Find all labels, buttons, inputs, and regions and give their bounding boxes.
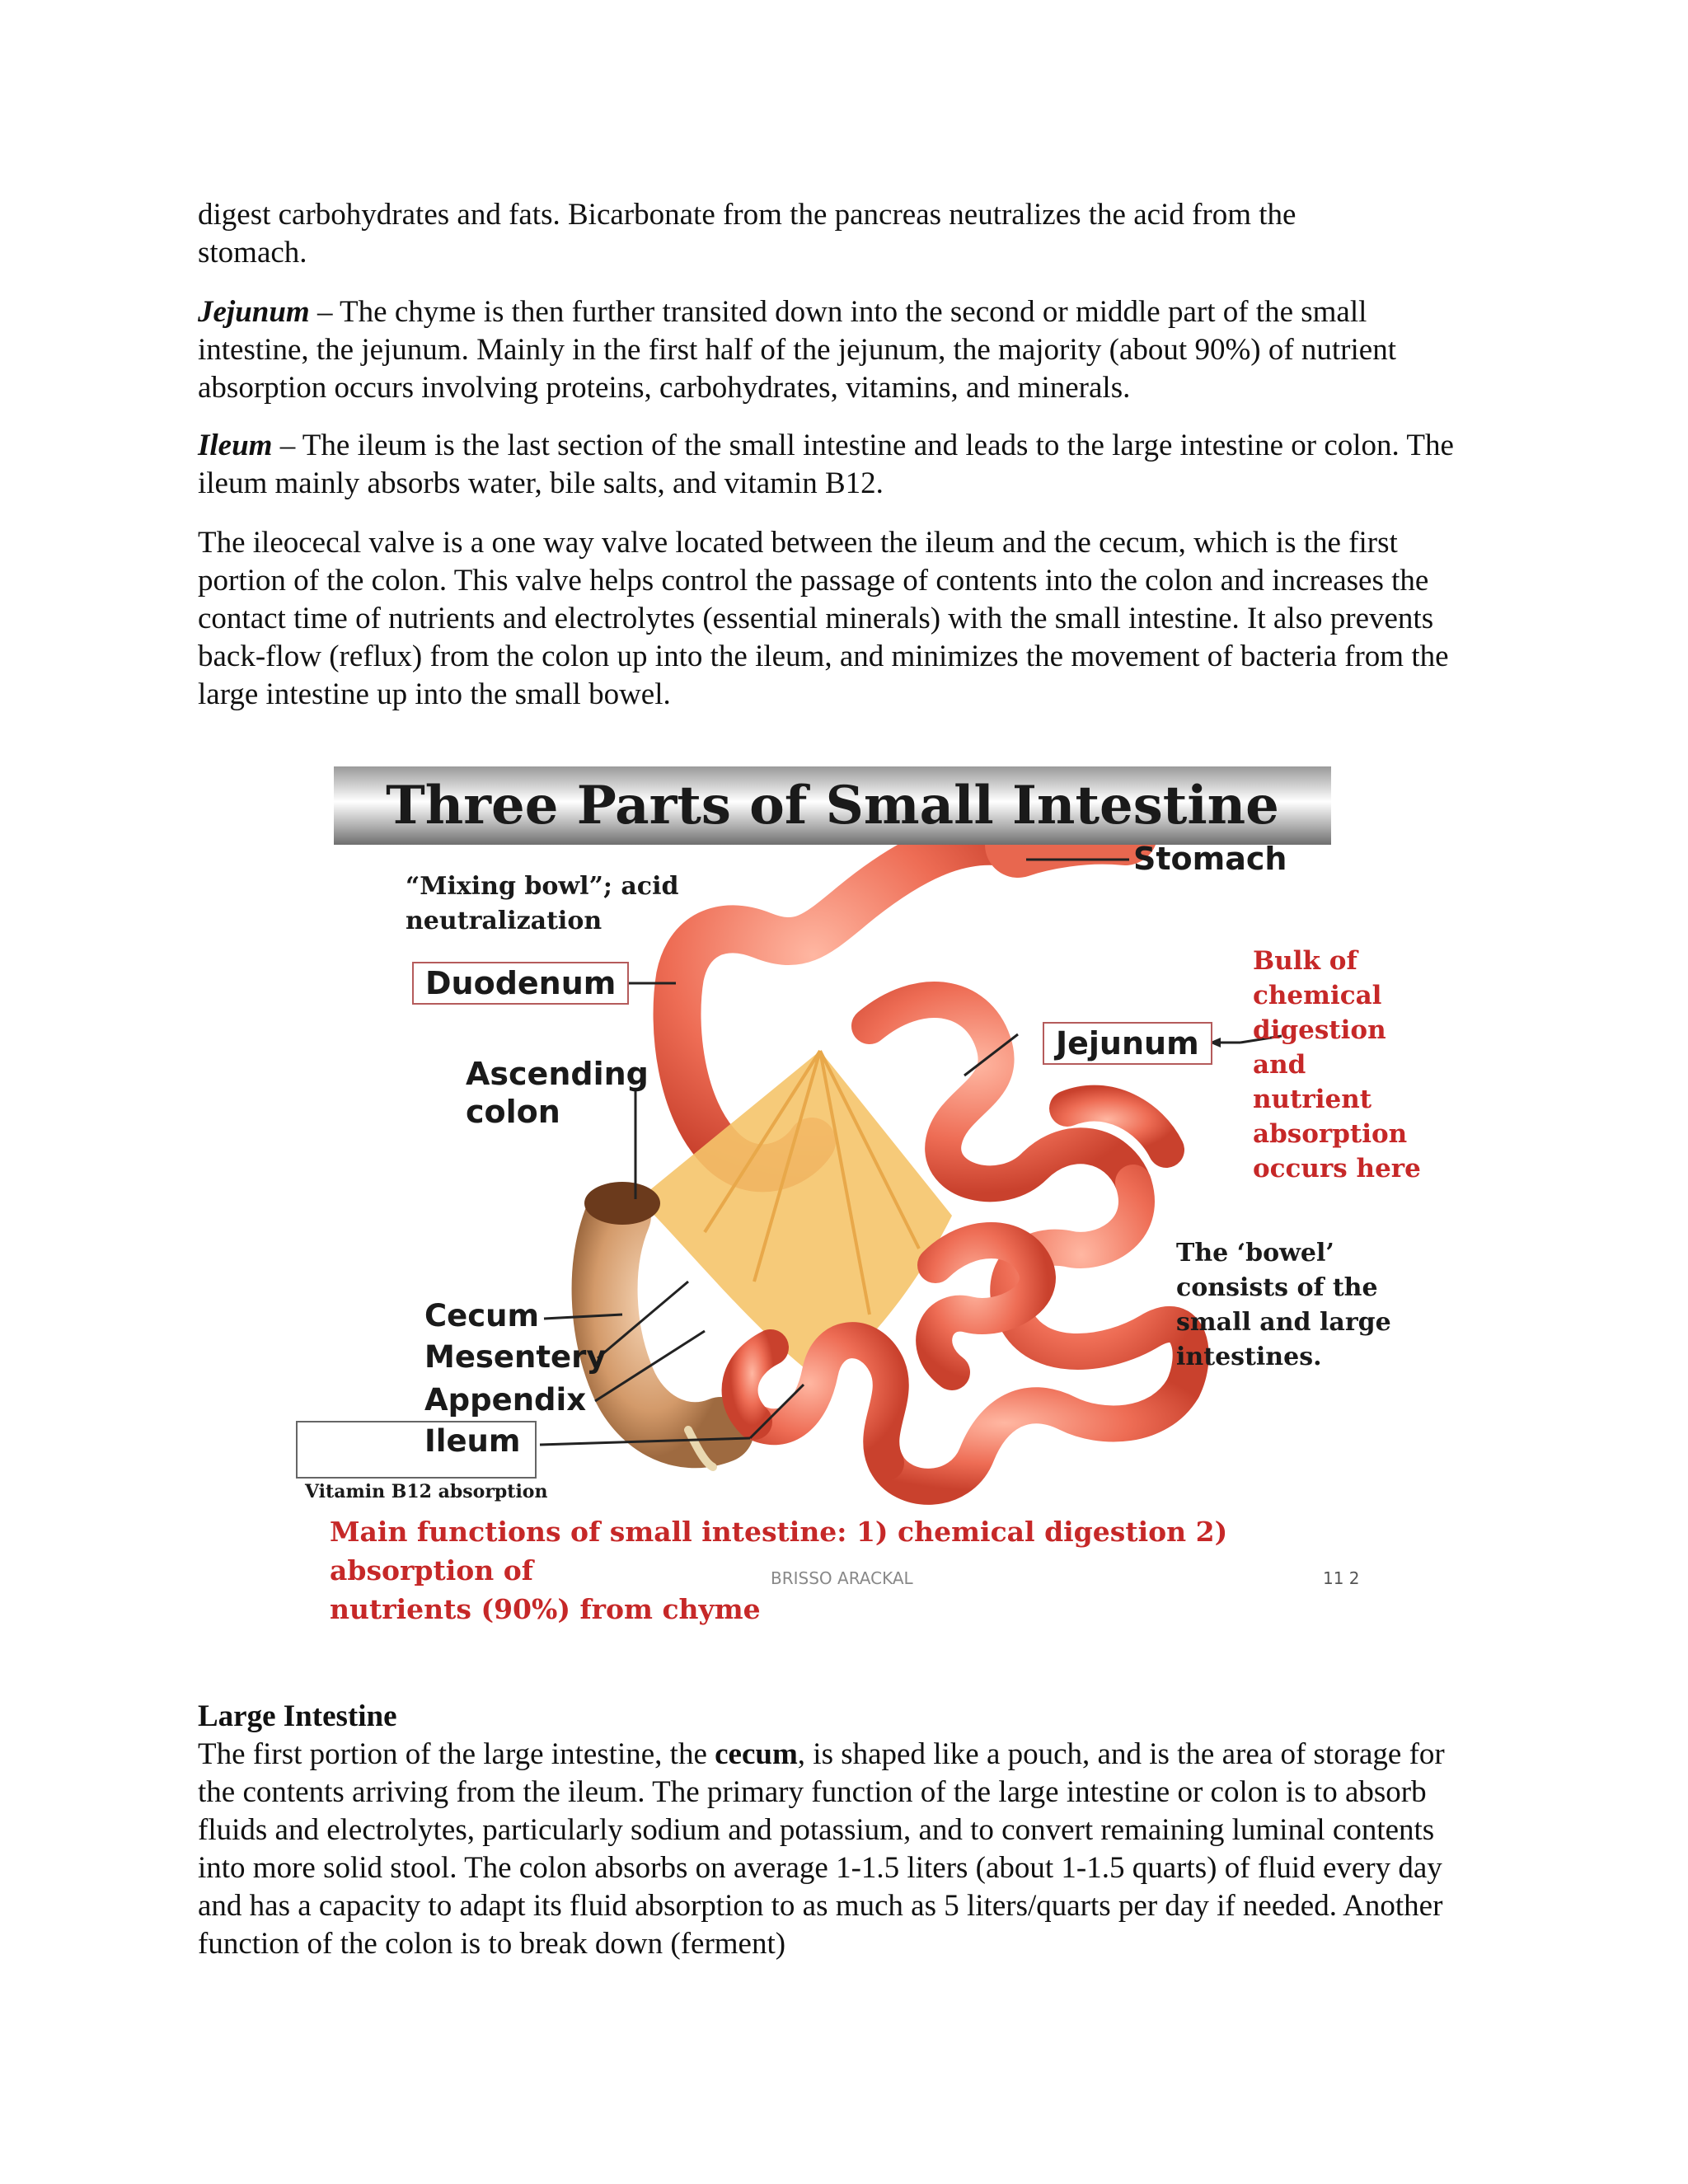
colon-opening bbox=[584, 1182, 660, 1225]
jejunum-paragraph bbox=[198, 293, 1484, 407]
ascending-colon-label: Ascending colon bbox=[466, 1056, 649, 1130]
intro-line-1: digest carbohydrates and fats. Bicarbonate from the pancreas neutralizes the acid from the bbox=[198, 198, 1296, 232]
cecum-term: cecum bbox=[715, 1737, 798, 1771]
ileum-label: Ileum bbox=[424, 1423, 521, 1459]
b12-absorption-label: Vitamin B12 absorption bbox=[305, 1481, 548, 1502]
mesentery-label: Mesentery bbox=[424, 1339, 607, 1375]
jejunum-label: Jejunum bbox=[1043, 1022, 1212, 1065]
figure-title: Three Parts of Small Intestine bbox=[334, 766, 1331, 845]
figure-caption: Main functions of small intestine: 1) chemical digestion 2) absorption of nutrients (90%) from chyme bbox=[330, 1516, 1228, 1625]
intro-paragraph bbox=[198, 196, 1484, 272]
large-intestine-heading: Large Intestine bbox=[198, 1699, 397, 1733]
ileum-term: Ileum bbox=[198, 429, 273, 462]
intro-line-2: stomach. bbox=[198, 236, 307, 269]
appendix-label: Appendix bbox=[424, 1382, 587, 1418]
mixing-bowl-label: “Mixing bowl”; acid neutralization bbox=[406, 872, 679, 935]
cecum-label: Cecum bbox=[424, 1298, 540, 1333]
ileocecal-text: The ileocecal valve is a one way valve located between the ileum and the cecum, which is the first portion of the colon. This valve helps control the passage of contents into the colon and increases the contact time of nutrients and electrolytes (essential minerals) with the small intestine. It also prevents back-flow (reflux) from the colon up into the ileum, and minimizes the movement of bacteria from the large intestine up into the small bowel. bbox=[198, 526, 1449, 711]
bulk-digestion-note: Bulk of chemical digestion and nutrient absorption occurs here bbox=[1253, 946, 1421, 1183]
jejunum-term: Jejunum bbox=[198, 295, 310, 329]
duodenum-label: Duodenum bbox=[412, 962, 629, 1005]
ileocecal-paragraph bbox=[198, 524, 1484, 714]
large-intestine-section bbox=[198, 1698, 1484, 1963]
figure-credit: BRISSO ARACKAL bbox=[771, 1568, 913, 1588]
slide-number: 11 2 bbox=[1323, 1568, 1360, 1588]
small-intestine-figure bbox=[293, 754, 1422, 1625]
ileum-paragraph bbox=[198, 427, 1484, 503]
large-intestine-text: The first portion of the large intestine, the cecum, is shaped like a pouch, and is the area of storage for the contents arriving from the ileum. The primary function of the large intestine or colon is to absorb fluids and electrolytes, particularly sodium and potassium, and to convert remaining luminal contents into more solid stool. The colon absorbs on average 1-1.5 liters (about 1-1.5 quarts) of fluid every day and has a capacity to adapt its fluid absorption to as much as 5 liters/quarts per day if needed. Another function of the colon is to break down (ferment) bbox=[198, 1737, 1445, 1961]
stomach-label: Stomach bbox=[1133, 841, 1287, 877]
bowel-note: The ‘bowel’ consists of the small and large intestines. bbox=[1176, 1239, 1391, 1371]
jejunum-text: – The chyme is then further transited down into the second or middle part of the small intestine, the jejunum. Mainly in the first half of the jejunum, the majority (about 90%) of nutrient absorption occurs involving proteins, carbohydrates, vitamins, and minerals. bbox=[198, 295, 1396, 405]
ileum-text: – The ileum is the last section of the small intestine and leads to the large intestine or colon. The ileum mainly absorbs water, bile salts, and vitamin B12. bbox=[198, 429, 1454, 500]
